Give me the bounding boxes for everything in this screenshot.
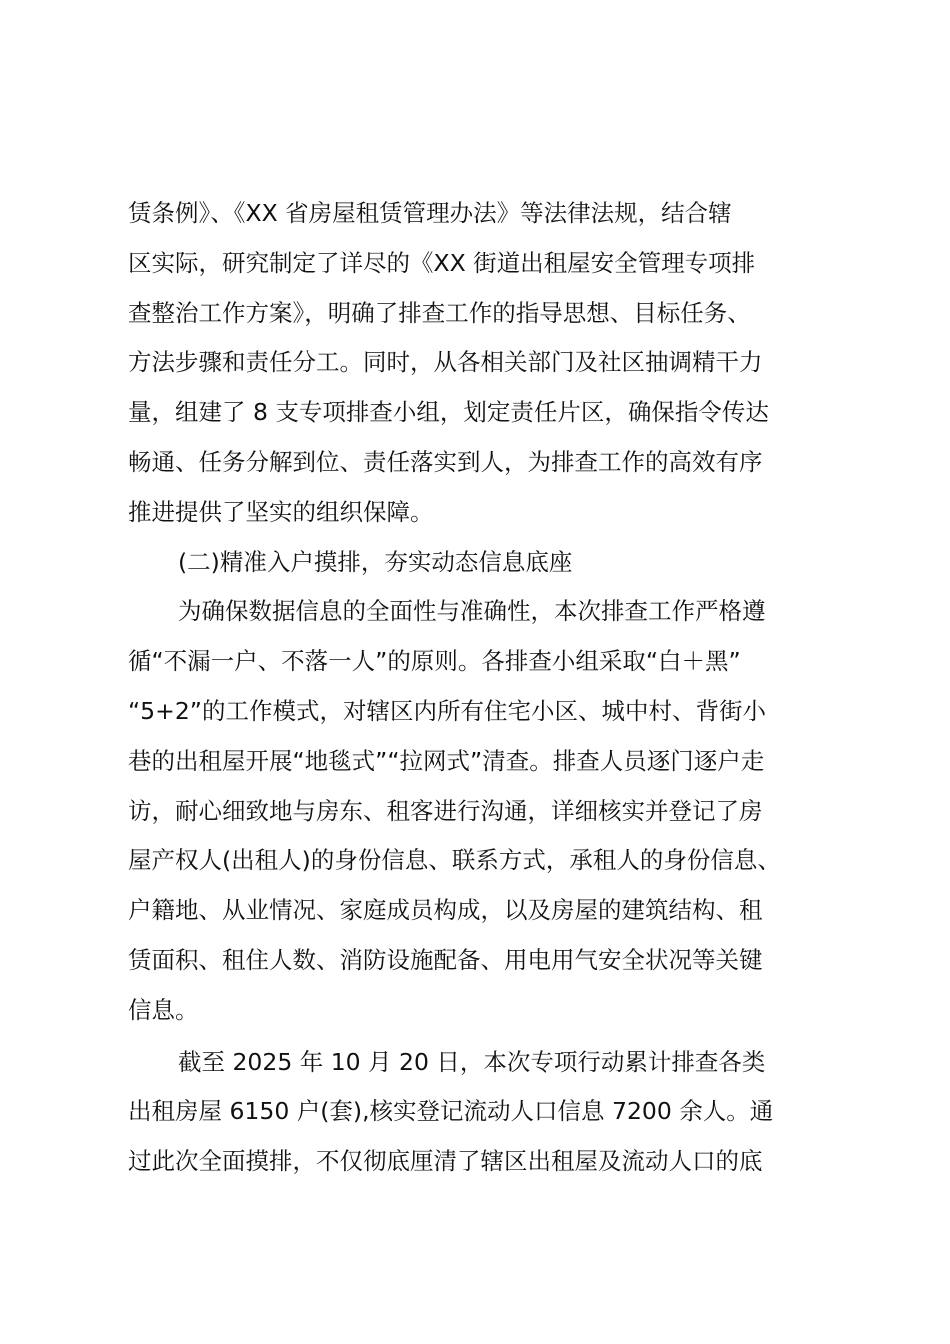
text-line: 区实际，研究制定了详尽的《XX 街道出租屋安全管理专项排 bbox=[128, 248, 756, 277]
text-line: 赁条例》、《XX 省房屋租赁管理办法》等法律法规，结合辖 bbox=[128, 199, 732, 227]
text-line: 截至 2025 年 10 月 20 日，本次专项行动累计排查各类 bbox=[178, 1047, 766, 1076]
text-line: 户籍地、从业情况、家庭成员构成，以及房屋的建筑结构、租 bbox=[128, 896, 763, 925]
text-line: 循“不漏一户、不落一人”的原则。各排查小组采取“白＋黑” bbox=[128, 647, 741, 676]
text-line: 畅通、任务分解到位、责任落实到人，为排查工作的高效有序 bbox=[128, 447, 763, 476]
text-line: 为确保数据信息的全面性与准确性，本次排查工作严格遵 bbox=[178, 597, 766, 626]
text-line: 推进提供了坚实的组织保障。 bbox=[128, 497, 434, 526]
text-line: 过此次全面摸排，不仅彻底厘清了辖区出租屋及流动人口的底 bbox=[128, 1147, 763, 1176]
text-line: 量，组建了 8 支专项排查小组，划定责任片区，确保指令传达 bbox=[128, 398, 769, 427]
paragraph-statistics bbox=[128, 1044, 848, 1193]
text-line: 方法步骤和责任分工。同时，从各相关部门及社区抽调精干力 bbox=[128, 348, 763, 377]
text-line: “5+2”的工作模式，对辖区内所有住宅小区、城中村、背街小 bbox=[128, 696, 766, 725]
text-line: 屋产权人(出租人)的身份信息、联系方式，承租人的身份信息、 bbox=[128, 846, 781, 875]
text-line: 巷的出租屋开展“地毯式”“拉网式”清查。排查人员逐门逐户走 bbox=[128, 746, 765, 775]
section-heading bbox=[128, 544, 848, 594]
paragraph-organization bbox=[128, 195, 848, 544]
text-line: 赁面积、租住人数、消防设施配备、用电用气安全状况等关键 bbox=[128, 945, 763, 974]
text-line: 信息。 bbox=[128, 995, 199, 1024]
heading-text: (二)精准入户摸排，夯实动态信息底座 bbox=[178, 547, 573, 576]
paragraph-investigation bbox=[128, 593, 848, 1041]
text-line: 访，耐心细致地与房东、租客进行沟通，详细核实并登记了房 bbox=[128, 796, 763, 825]
document-body bbox=[128, 195, 848, 1193]
text-line: 查整治工作方案》，明确了排查工作的指导思想、目标任务、 bbox=[128, 298, 751, 327]
text-line: 出租房屋 6150 户(套),核实登记流动人口信息 7200 余人。通 bbox=[128, 1097, 774, 1126]
